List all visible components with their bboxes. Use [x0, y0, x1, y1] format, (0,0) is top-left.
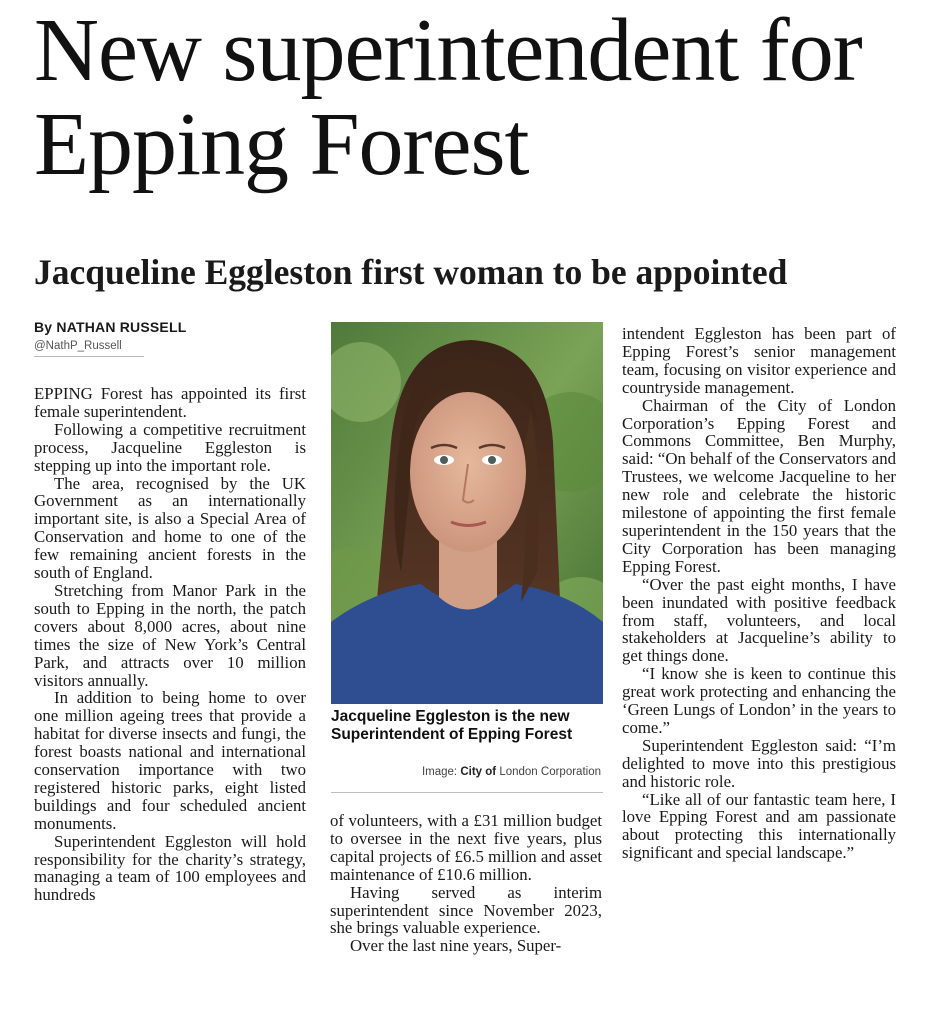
paragraph: In addition to being home to over one million ageing trees that provide a habitat for diverse insects and fungi, the forest boasts national and international conservation importance with two registered historic parks, eight listed buildings and four scheduled ancient monuments.: [34, 688, 306, 833]
author-handle[interactable]: @NathP_Russell: [34, 340, 144, 357]
paragraph: Over the last nine years, Super-: [350, 936, 562, 956]
article-column-2: [330, 812, 602, 955]
photo-credit: [331, 766, 601, 778]
credit-rest: London Corporation: [499, 766, 601, 778]
article-column-3: [622, 325, 896, 862]
paragraph: Stretching from Manor Park in the south to Epping in the north, the patch covers about 8,000 acres, about nine times the size of New York’s Central Park, and attracts over 10 million visitors annually.: [34, 580, 306, 690]
paragraph: of volunteers, with a £31 million budget to oversee in the next five years, plus capital projects of £6.5 million and asset maintenance of £10.6 million.: [330, 811, 602, 884]
credit-source: City of: [460, 766, 497, 778]
credit-prefix: Image:: [421, 766, 458, 778]
subheadline: Jacqueline Eggleston first woman to be appointed: [34, 252, 788, 292]
byline: By NATHAN RUSSELL: [34, 319, 187, 335]
paragraph: Superintendent Eggleston said: “I’m delighted to move into this prestigious and historic role.: [622, 735, 896, 791]
paragraph: EPPING Forest has appointed its first female superintendent.: [34, 384, 306, 421]
photo-caption: Jacqueline Eggleston is the new Superintendent of Epping Forest: [331, 708, 573, 743]
paragraph: “Over the past eight months, I have been inundated with positive feedback from staff, volunteers, and local stakeholders at Jacqueline’s ability to get things done.: [622, 574, 896, 666]
paragraph: Chairman of the City of London Corporation’s Epping Forest and Commons Committee, Ben Murphy, said: “On behalf of the Conservators and Trustees, we welcome Jacqueline to her new role and celebrate the historic milestone of appointing the first female superintendent in the 150 years that the City Corporation has been managing Epping Forest.: [622, 395, 897, 576]
caption-divider: [331, 792, 603, 793]
paragraph: Having served as interim superintendent since November 2023, she brings valuable experience.: [330, 882, 602, 938]
portrait-photo: [331, 322, 603, 704]
paragraph: “Like all of our fantastic team here, I love Epping Forest and am passionate about protecting this internationally significant and special landscape.”: [622, 789, 896, 863]
paragraph: intendent Eggleston has been part of Epping Forest’s senior management team, focusing on visitor experience and countryside management.: [622, 324, 896, 397]
paragraph: “I know she is keen to continue this great work protecting and enhancing the ‘Green Lungs of London’ in the years to come.”: [622, 664, 896, 737]
headline: New superintendent for Epping Forest: [34, 1, 862, 194]
paragraph: The area, recognised by the UK Government as an internationally important site, is also a Special Area of Conservation and home to one of the few remaining ancient forests in the south of England.: [34, 473, 306, 583]
paragraph: Superintendent Eggleston will hold responsibility for the charity’s strategy, managing a team of 100 employees and hundreds: [34, 831, 306, 905]
article-column-1: [34, 385, 306, 904]
paragraph: Following a competitive recruitment process, Jacqueline Eggleston is stepping up into the important role.: [34, 419, 306, 475]
